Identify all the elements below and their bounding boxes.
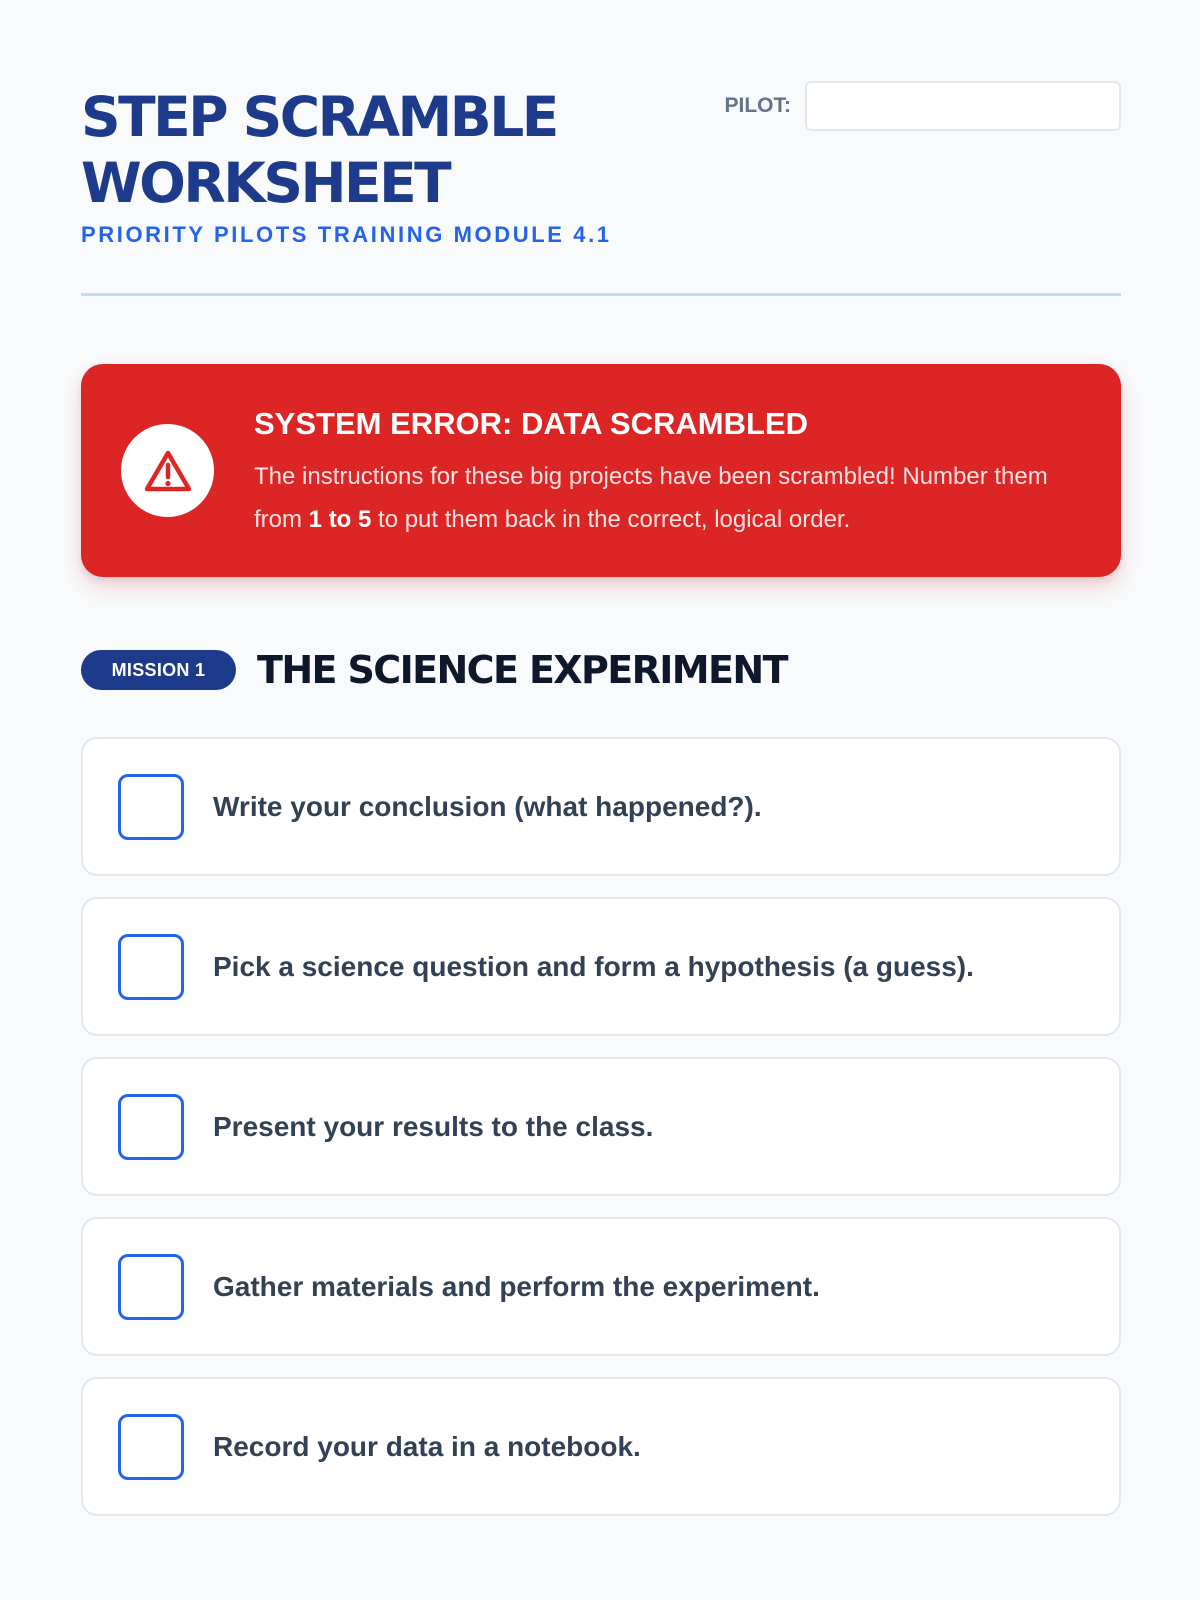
worksheet-page: [81, 0, 1121, 1462]
warning-triangle-icon: [143, 449, 193, 493]
step-order-input[interactable]: [118, 1254, 184, 1320]
step-order-input[interactable]: [118, 934, 184, 1000]
pilot-label: PILOT:: [724, 94, 791, 117]
worksheet-header: [81, 0, 1121, 296]
step-item: [81, 737, 1121, 876]
step-text: Gather materials and perform the experiment.: [213, 1270, 820, 1302]
error-alert-banner: [81, 364, 1121, 577]
page-title-line-2: WORKSHEET: [81, 151, 450, 215]
step-item: [81, 1217, 1121, 1356]
alert-icon-circle: [121, 424, 214, 517]
alert-title: SYSTEM ERROR: DATA SCRAMBLED: [254, 406, 808, 441]
step-item: [81, 1057, 1121, 1196]
alert-message-emphasis: 1 to 5: [308, 506, 372, 533]
step-item: [81, 897, 1121, 1036]
step-order-input[interactable]: [118, 1414, 184, 1480]
alert-message: [254, 455, 1084, 541]
step-item: [81, 1377, 1121, 1516]
alert-message-part-1: The instructions for these big projects have been scrambled! Number them from: [254, 463, 1048, 533]
step-text: Write your conclusion (what happened?).: [213, 790, 762, 822]
page-subtitle: PRIORITY PILOTS TRAINING MODULE 4.1: [81, 222, 612, 247]
page-title: [81, 84, 641, 216]
mission-header: [81, 648, 787, 692]
step-text: Present your results to the class.: [213, 1110, 654, 1142]
header-divider: [81, 293, 1121, 296]
pilot-name-group: [725, 81, 1122, 131]
step-text: Pick a science question and form a hypothesis (a guess).: [213, 950, 974, 982]
mission-title: THE SCIENCE EXPERIMENT: [257, 648, 787, 692]
alert-message-part-2: to put them back in the correct, logical order.: [371, 506, 851, 533]
page-title-line-1: STEP SCRAMBLE: [81, 85, 557, 149]
mission-badge: MISSION 1: [81, 650, 236, 690]
step-order-input[interactable]: [118, 1094, 184, 1160]
step-text: Record your data in a notebook.: [213, 1430, 641, 1462]
step-order-input[interactable]: [118, 774, 184, 840]
pilot-name-input[interactable]: [805, 81, 1121, 131]
